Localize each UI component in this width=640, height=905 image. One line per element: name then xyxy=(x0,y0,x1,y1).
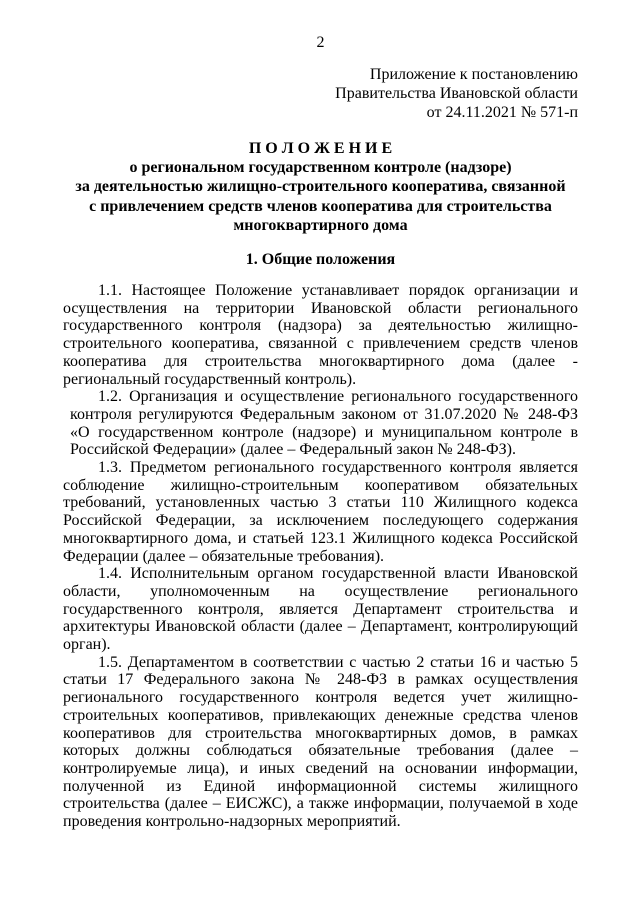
document-title-line: П О Л О Ж Е Н И Е xyxy=(248,140,393,157)
page-number: 2 xyxy=(316,34,325,51)
document-title xyxy=(63,139,578,235)
section-heading: 1. Общие положения xyxy=(245,251,396,269)
appendix-line: Приложение к постановлению xyxy=(369,66,578,83)
document-body xyxy=(63,282,578,831)
paragraph-1-5: 1.5. Департаментом в соответствии с частью 2 статьи 16 и частью 5 статьи 17 Федерального закона № 248-ФЗ в рамках осуществления регионального государственного контроля ведется учет жилищно-строительных кооперативов, привлекающих денежные средства членов кооперативов для строительства многоквартирных домов, в рамках которых должны соблюдаться обязательные требования (далее – контролируемые лица), и иных сведений на основании информации, полученной из Единой информационной системы жилищного строительства (далее – ЕИСЖС), а также информации, получаемой в ходе проведения контрольно-надзорных мероприятий. xyxy=(63,653,578,831)
document-title-line: с привлечением средств членов кооператива для строительства xyxy=(89,197,552,215)
document-title-line: о региональном государственном контроле (надзоре) xyxy=(129,159,512,177)
appendix-line: Правительства Ивановской области xyxy=(335,85,578,102)
document-title-line: многоквартирного дома xyxy=(233,216,408,234)
appendix-line: от 24.11.2021 № 571-п xyxy=(426,104,578,121)
appendix-block xyxy=(63,65,578,122)
paragraph-1-1: 1.1. Настоящее Положение устанавливает порядок организации и осуществления на территории Ивановской области регионального государственного контроля (надзора) за деятельностью жилищно-строительного кооператива, связанной с привлечением средств членов кооператива для строительства многоквартирного дома (далее - региональный государственный контроль). xyxy=(63,282,578,388)
paragraph-1-4: 1.4. Исполнительным органом государственной власти Ивановской области, уполномоченным на осуществление регионального государственного контроля, является Департамент строительства и архитектуры Ивановской области (далее – Департамент, контролирующий орган). xyxy=(63,565,578,654)
paragraph-1-3: 1.3. Предметом регионального государственного контроля является соблюдение жилищно-строительным кооперативом обязательных требований, установленных частью 3 статьи 110 Жилищного кодекса Российской Федерации, за исключением последующего содержания многоквартирного дома, и статьей 123.1 Жилищного кодекса Российской Федерации (далее – обязательные требования). xyxy=(63,459,578,565)
document-title-line: за деятельностью жилищно-строительного кооператива, связанной xyxy=(75,178,566,196)
paragraph-1-2: 1.2. Организация и осуществление регионального государственного контроля регулируются Федеральным законом от 31.07.2020 № 248-ФЗ «О государственном контроле (надзоре) и муниципальном контроле в Российской Федерации» (далее – Федеральный закон № 248-ФЗ). xyxy=(70,388,578,459)
